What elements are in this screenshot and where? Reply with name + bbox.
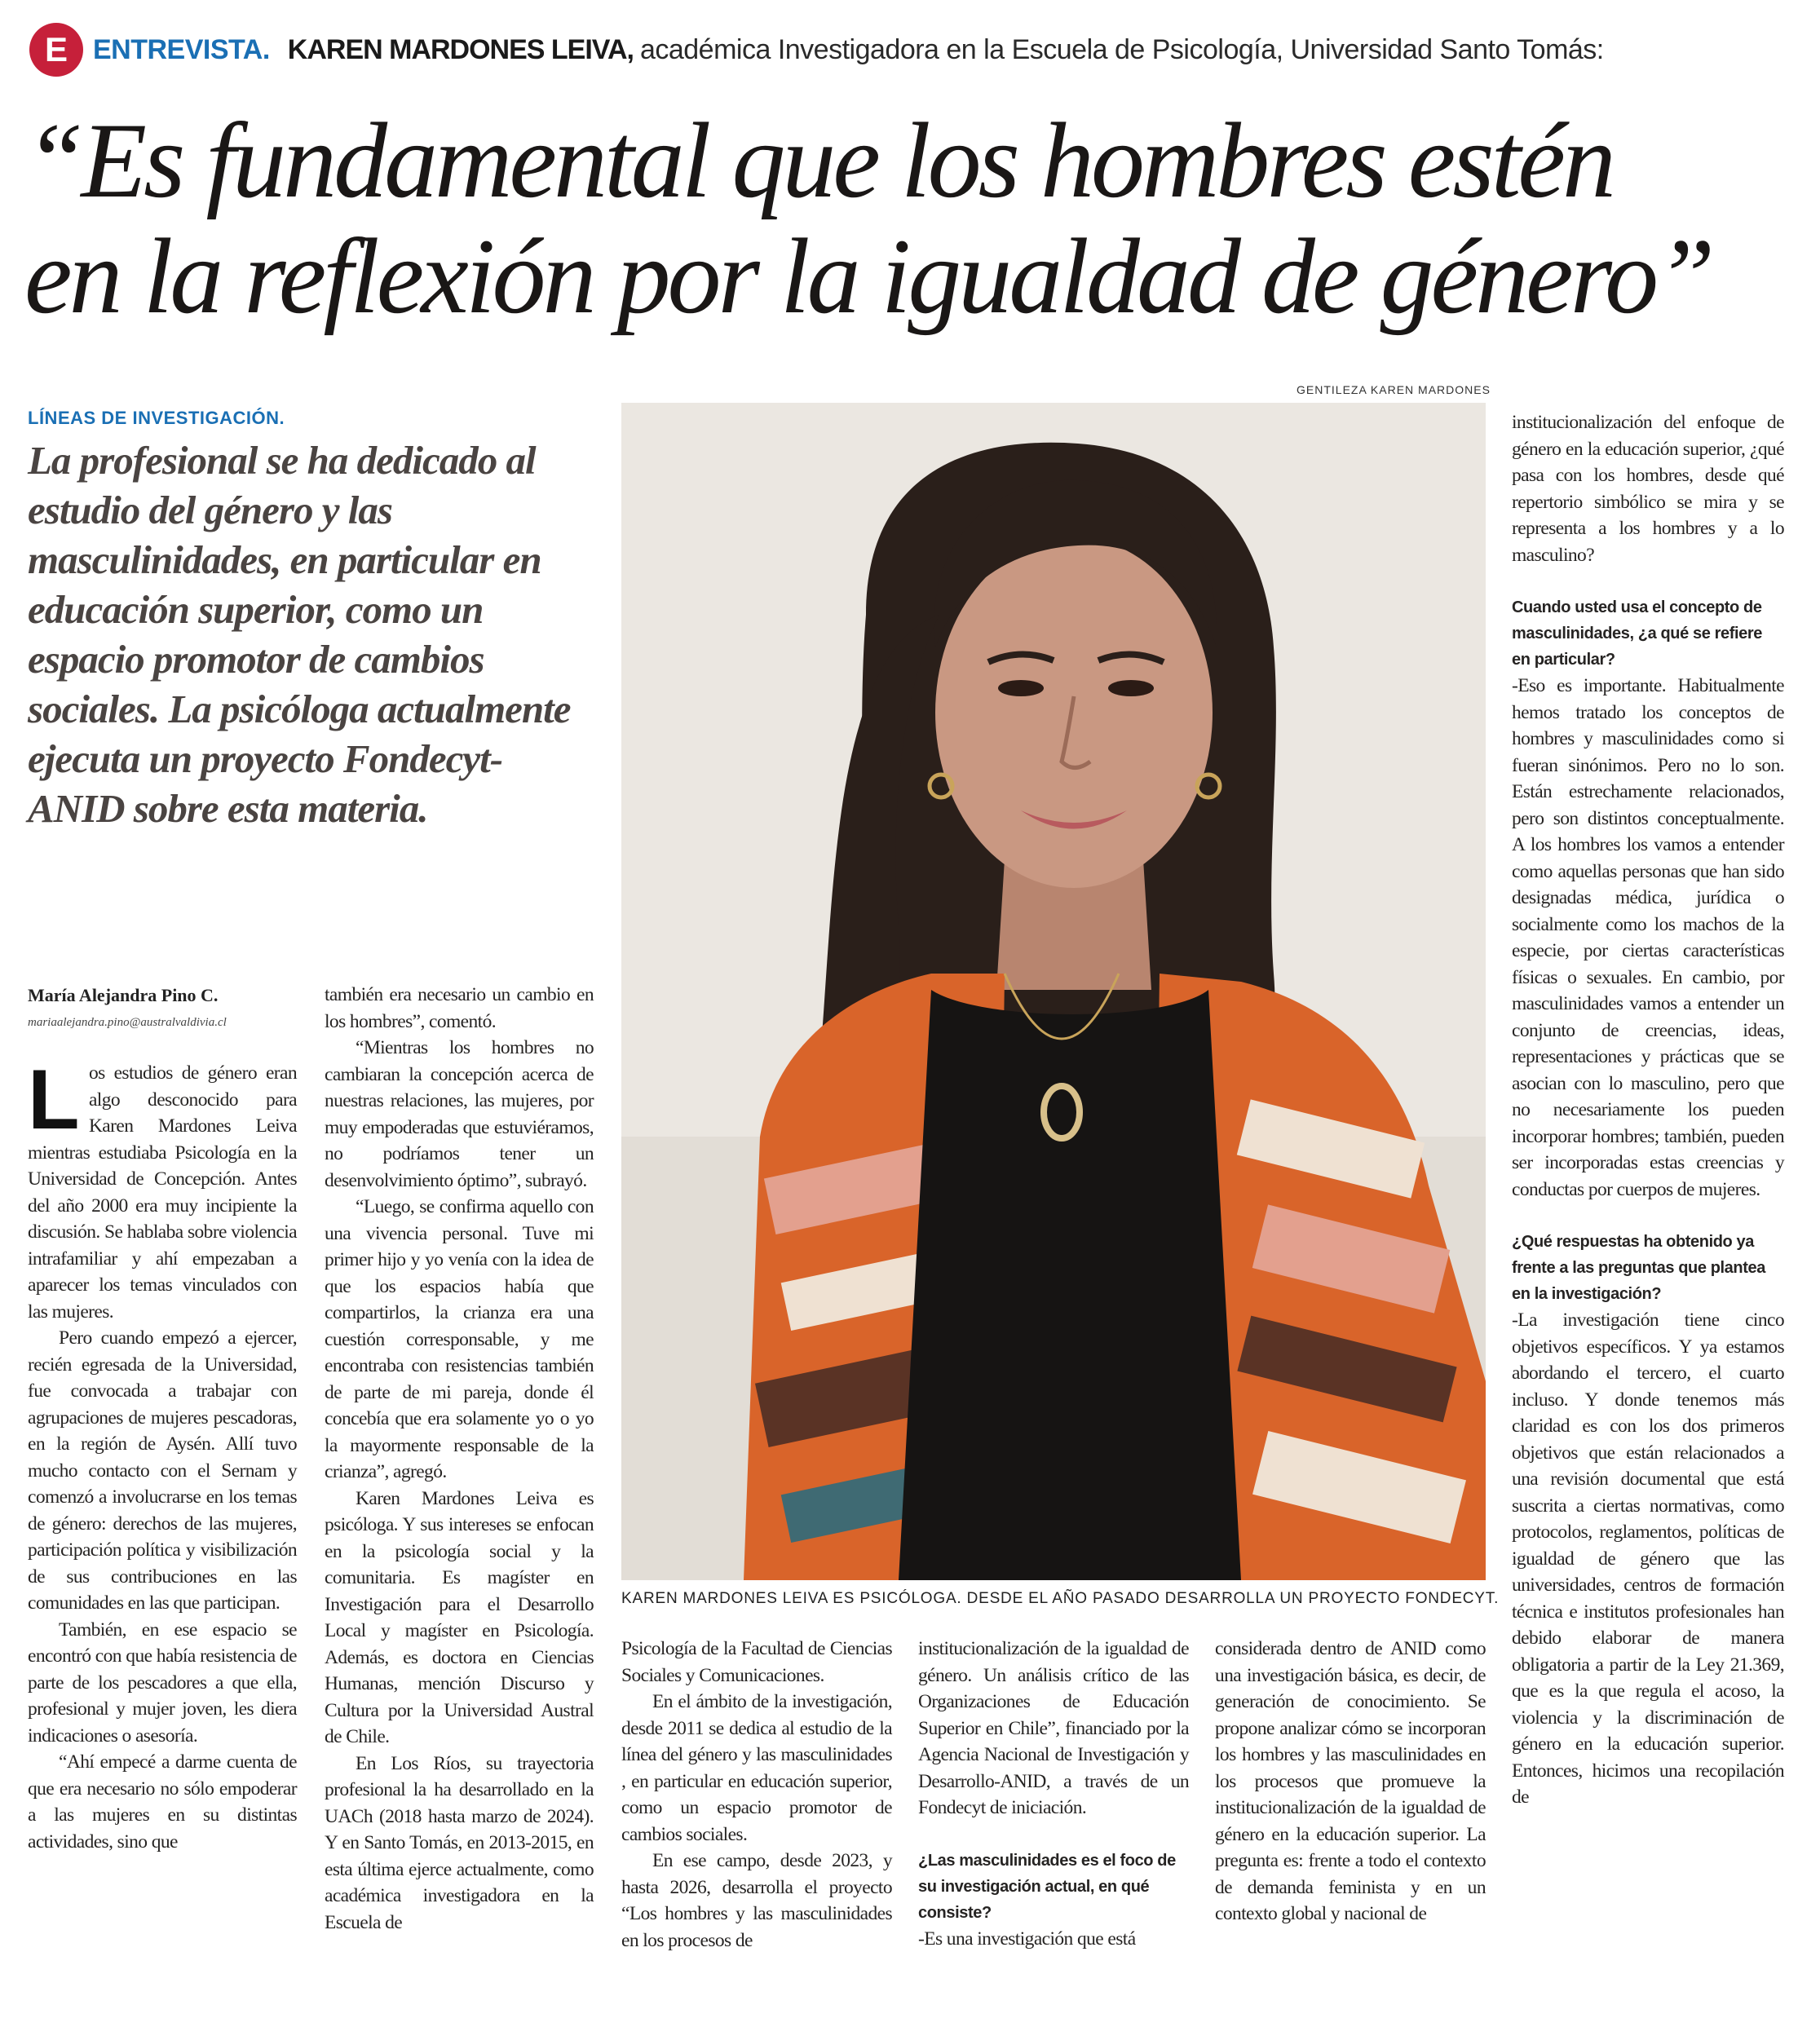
lede-text: La profesional se ha dedicado al estudio del género y las masculinidades, en particular en educación superior, como un espacio promotor de cambios sociales. La psicóloga actualmente ejecuta un proyecto Fondecyt-ANID sobre esta materia. [28, 438, 571, 831]
paragraph: “Mientras los hombres no cambiaran la concepción acerca de nuestras relaciones, las mujeres, por muy empoderadas que estuviéramos, no podríamos tener un desenvolvimiento óptimo”, subrayó. [325, 1037, 594, 1191]
byline-email[interactable]: mariaalejandra.pino@australvaldivia.cl [28, 1016, 227, 1029]
body-column-6 [1512, 409, 1784, 1811]
interview-answer: -Eso es importante. Habitualmente hemos tratado los conceptos de hombres y masculinidades como si fueran sinónimos. Pero no lo son. Están estrechamente relacionados, pero son distintos conceptualmente. A los hombres los vamos a entender como aquellas personas que han sido designadas médica, jurídica o socialmente como los machos de la especie, por ciertas características físicas o sexuales. En cambio, por masculinidades vamos a entender un conjunto de creencias, ideas, representaciones y prácticas que se asocian con lo masculino, pero que no necesariamente los pueden incorporar hombres; también, pueden ser incorporadas estas creencias y conductas por cuerpos de mujeres. [1512, 675, 1784, 1200]
interview-answer: -Es una investigación que está [918, 1928, 1136, 1950]
paragraph: Psicología de la Facultad de Ciencias Sociales y Comunicaciones. [621, 1638, 892, 1686]
section-badge: E [29, 23, 83, 77]
face [935, 537, 1213, 888]
paragraph: “Ahí empecé a darme cuenta de que era necesario no sólo empoderar a las mujeres en su distintas actividades, sino que [28, 1751, 297, 1853]
paragraph: institucionalización de la igualdad de género. Un análisis crítico de las Organizaciones de Educación Superior en Chile”, financiado por la Agencia Nacional de Investigación y Desarrollo-ANID, a través de un Fondecyt de iniciación. [918, 1638, 1189, 1818]
paragraph: Pero cuando empezó a ejercer, recién egresada de la Universidad, fue convocada a trabajar con agrupaciones de mujeres pescadoras, en la región de Aysén. Allí tuvo mucho contacto con el Sernam y comenzó a involucrarse en los temas de género: derechos de las mujeres, participación política y visibilización de sus contribuciones en las comunidades en las que participan. [28, 1327, 297, 1614]
body-column-1 [28, 1053, 297, 1855]
paragraph: “Luego, se confirma aquello con una vivencia personal. Tuve mi primer hijo y yo venía con la idea de que los espacios había que compartirlos, la crianza era una cuestión corresponsable, y me encontraba con resistencias también de parte de mi pareja, donde él concebía que era solamente yo o yo la mayormente responsable de la crianza”, agregó. [325, 1196, 594, 1482]
interview-question: Cuando usted usa el concepto de masculinidades, ¿a qué se refiere en particular? [1512, 598, 1762, 669]
drop-cap: L [28, 1053, 79, 1147]
paragraph: En Los Ríos, su trayectoria profesional la ha desarrollado en la UACh (2018 hasta marzo de 2024). Y en Santo Tomás, en 2013-2015, en esta última ejerce actualmente, como académica investigadora en la Escuela de [325, 1752, 594, 1933]
interview-answer: -La investigación tiene cinco objetivos específicos. Y ya estamos abordando el tercero, el cuarto incluso. Y donde tenemos más claridad es con los dos primeros objetivos que están relacionados a una revisión documental que está suscrita a ciertas normativas, como protocolos, reglamentos, políticas de igualdad de género que las universidades, centros de formación técnica e institutos profesionales han debido elaborar de manera obligatoria a partir de la Ley 21.369, que es la que regula el acoso, la violencia y la discriminación de género en la educación superior. Entonces, hicimos una recopilación de [1512, 1309, 1784, 1808]
body-column-2 [325, 982, 594, 1936]
paragraph: Karen Mardones Leiva es psicóloga. Y sus intereses se enfocan en la psicología social y la comunitaria. Es magíster en Investigación para el Desarrollo Local y magíster en Psicología. Además, es doctora en Ciencias Humanas, mención Discurso y Cultura por la Universidad Austral de Chile. [325, 1487, 594, 1747]
left-eye [998, 680, 1044, 696]
shirt [899, 990, 1241, 1580]
paragraph: También, en ese espacio se encontró con que había resistencia de parte de los pescadores a que ella, profesional y mujer joven, les diera indicaciones o asesoría. [28, 1619, 297, 1747]
headline-line-1: “Es fundamental que los hombres estén [24, 100, 1613, 220]
kicker-section: ENTREVISTA. [93, 33, 270, 65]
photo-credit: GENTILEZA KAREN MARDONES [1297, 383, 1491, 396]
interview-question: ¿Las masculinidades es el foco de su investigación actual, en qué consiste? [918, 1851, 1176, 1922]
paragraph: considerada dentro de ANID como una investigación básica, es decir, de generación de conocimiento. Se propone analizar cómo se incorporan los hombres y las masculinidades en los procesos que promueve la institucionalización de la igualdad de género en la educación superior. La pregunta es: frente a todo el contexto de demanda feminista y en un contexto global y nacional de [1215, 1638, 1486, 1924]
paragraph: Los estudios de género eran algo desconocido para Karen Mardones Leiva mientras estudiaba Psicología en la Universidad de Concepción. Antes del año 2000 era muy incipiente la discusión. Se hablaba sobre violencia intrafamiliar y ahí empezaban a aparecer los temas vinculados con las mujeres. [28, 1053, 297, 1323]
headline-line-2: en la reflexión por la igualdad de género” [24, 216, 1712, 336]
kicker [93, 23, 1604, 77]
paragraph: En ese campo, desde 2023, y hasta 2026, desarrolla el proyecto “Los hombres y las masculinidades en los procesos de [621, 1850, 892, 1951]
paragraph: también era necesario un cambio en los hombres”, comentó. [325, 984, 594, 1032]
kicker-name: KAREN MARDONES LEIVA, [287, 33, 634, 65]
photo-caption: KAREN MARDONES LEIVA ES PSICÓLOGA. DESDE EL AÑO PASADO DESARROLLA UN PROYECTO FONDECYT. [621, 1590, 1500, 1607]
interview-question: ¿Qué respuestas ha obtenido ya frente a las preguntas que plantea en la investigación? [1512, 1233, 1765, 1303]
body-column-3 [621, 1636, 892, 1954]
portrait-photo [621, 403, 1486, 1580]
body-column-5 [1215, 1636, 1486, 1928]
portrait-illustration [621, 403, 1486, 1580]
kicker-description: académica Investigadora en la Escuela de Psicología, Universidad Santo Tomás: [639, 33, 1604, 65]
body-column-4 [918, 1636, 1189, 1952]
lede-label: LÍNEAS DE INVESTIGACIÓN. [28, 408, 285, 428]
paragraph: En el ámbito de la investigación, desde 2011 se dedica al estudio de la línea del género y las masculinidades , en particular en educación superior, como un espacio promotor de cambios sociales. [621, 1691, 892, 1845]
right-eye [1108, 680, 1154, 696]
paragraph: institucionalización del enfoque de género en la educación superior, ¿qué pasa con los hombres, desde qué repertorio simbólico se mira y se representa a los hombres y a lo masculino? [1512, 412, 1784, 566]
byline-name: María Alejandra Pino C. [28, 985, 219, 1005]
headline [24, 100, 1802, 336]
